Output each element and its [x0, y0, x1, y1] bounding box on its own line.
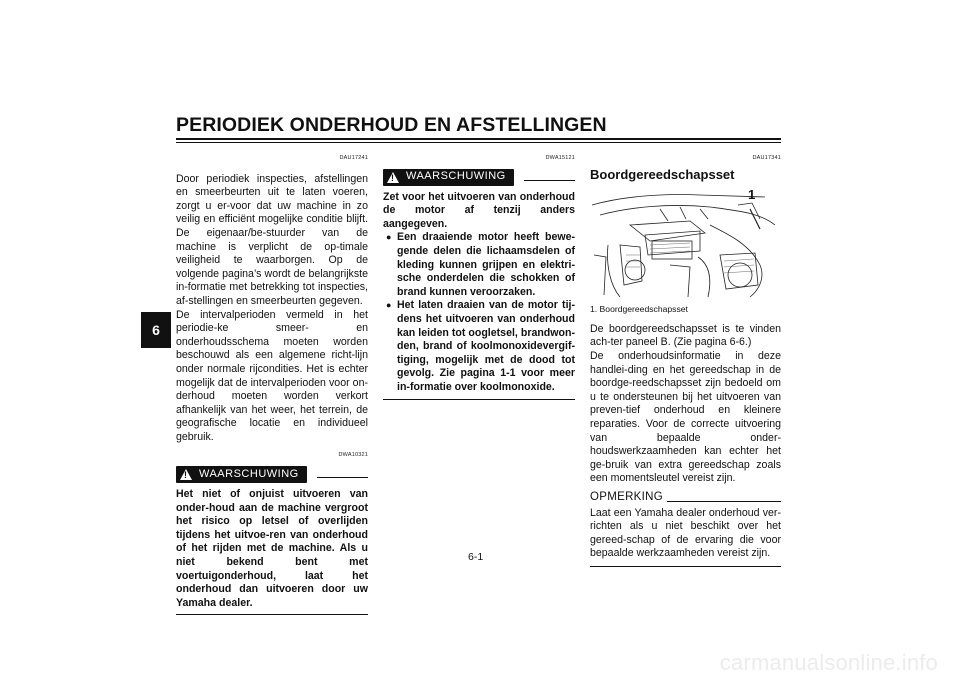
page-title: PERIODIEK ONDERHOUD EN AFSTELLINGEN: [176, 114, 607, 136]
warning-intro: Zet voor het uitvoeren van onderhoud de motor af tenzij anders aangegeven.: [383, 190, 575, 230]
note-line: [667, 501, 781, 502]
warning-code: DWA15121: [545, 155, 575, 161]
warning-label: WAARSCHUWING: [199, 467, 299, 480]
note-end-rule: [590, 566, 781, 567]
note-header: [590, 491, 781, 505]
toolkit-figure: [590, 185, 781, 302]
section-heading: Boordgereedschapsset: [590, 166, 735, 182]
figure-callout-number: 1: [748, 187, 756, 203]
note-label: OPMERKING: [590, 490, 663, 503]
warning-badge: [383, 169, 514, 186]
list-item: ● Het laten draaien van de motor tij-dens het uitvoeren van onderhoud kan leiden tot oogletsel, brandwon-den, brand of koolmonoxidevergif-tiging, mogelijk met de dood tot gevolg. Zie pagina 1-1 voor meer in-formatie over koolmonoxide.: [383, 299, 575, 394]
chapter-tab: 6: [141, 312, 171, 348]
watermark: carmanualsonline.info: [719, 650, 938, 675]
intro-paragraph: Door periodiek inspecties, afstellingen en smeerbeurten uit te laten voeren, zorgt u er-voor dat uw machine in zo veilig en efficiënt mogelijke conditie blijft. De eigenaar/be-stuurder van de machine is verplicht de op-timale veiligheid te waarborgen. Op de volgende pagina’s wordt de belangrijkste in-formatie met betrekking tot inspecties, af-stellingen en smeerbeurten gegeven.: [176, 172, 368, 307]
warning-header: [176, 466, 368, 483]
figure-caption: 1. Boordgereedschapsset: [590, 304, 688, 315]
column-2: [383, 152, 575, 400]
page-number: 6-1: [468, 551, 484, 563]
warning-line: [317, 477, 368, 478]
interval-paragraph: De intervalperioden vermeld in het periodie-ke smeer- en onderhoudsschema moeten worden beschouwd als een algemene richt-lijn onder normale rijcondities. Het is echter mogelijk dat de intervalperioden voor on-derhoud moeten worden verkort afhankelijk van het weer, het terrein, de geografische locatie en individueel gebruik.: [176, 308, 368, 443]
title-rule: [176, 138, 781, 140]
list-item: ● Een draaiende motor heeft bewe-gende delen die lichaamsdelen of kleding kunnen grijpen en elektri-sche onderdelen die schokken of brand kunnen veroorzaken.: [383, 231, 575, 299]
note-text: Laat een Yamaha dealer onderhoud ver-richten als u niet beschikt over het gereed-schap of de ervaring die voor bepaalde werkzaamheden vereist zijn.: [590, 506, 781, 560]
warning-badge: [176, 466, 307, 483]
warning-end-rule: [176, 614, 368, 615]
warning-code: DWA10321: [338, 452, 368, 459]
maintenance-paragraph: De onderhoudsinformatie in deze handlei-ding en het gereedschap in de boordge-reedschapsset zijn bedoeld om u te ondersteunen bij het uitvoeren van preven-tief onderhoud en kleinere reparaties. Voor de correcte uitvoering van bepaalde onder-houdswerkzaamheden kan echter het ge-bruik van extra gereedschap zoals een momentsleutel vereist zijn.: [590, 349, 781, 485]
column-3: [590, 152, 781, 567]
warning-triangle-icon: !: [180, 469, 192, 480]
motorcycle-toolkit-illustration: [590, 185, 781, 302]
warning-line: [524, 180, 575, 181]
warning-label: WAARSCHUWING: [406, 170, 506, 183]
warning-end-rule: [383, 399, 575, 400]
warning-text: Het niet of onjuist uitvoeren van onder-houd aan de machine vergroot het risico op letsel of overlijden tijdens het uitvoe-ren van onderhoud of het rijden met de machine. Als u niet bekend bent met voertuigonderhoud, laat het onderhoud dan uitvoeren door uw Yamaha dealer.: [176, 488, 368, 609]
warning-list: [383, 231, 575, 394]
section-code: DAU17241: [339, 155, 368, 161]
title-rule-thin: [176, 142, 781, 143]
section-code: DAU17341: [752, 155, 781, 161]
location-paragraph: De boordgereedschapsset is te vinden ach-ter paneel B. (Zie pagina 6-6.): [590, 322, 781, 349]
column-1: [176, 152, 368, 615]
warning-header: [383, 169, 575, 186]
warning-triangle-icon: !: [387, 172, 399, 183]
